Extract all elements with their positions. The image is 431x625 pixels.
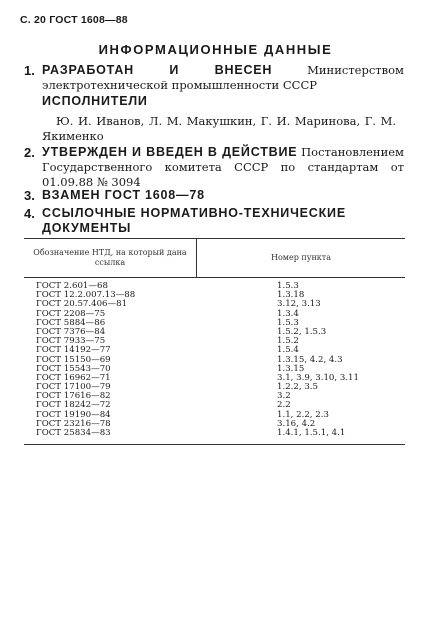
item-number-cell: 1.1, 2.2, 2.3 xyxy=(277,409,329,420)
document-cell: ГОСТ 19190—84 xyxy=(36,409,111,420)
item-number-cell: 3.12, 3.13 xyxy=(277,299,321,310)
section-number: 2. xyxy=(24,145,35,160)
document-cell: ГОСТ 2.601—68 xyxy=(36,281,108,291)
document-cell: ГОСТ 23216—78 xyxy=(36,418,111,429)
item-number-cell: 1.3.15 xyxy=(277,363,305,374)
document-cell: ГОСТ 7933—75 xyxy=(36,336,106,347)
item-number-cell: 1.3.4 xyxy=(277,308,299,319)
section-number: 4. xyxy=(24,206,35,221)
document-cell: ГОСТ 14192—77 xyxy=(36,345,111,356)
section-heading: ССЫЛОЧНЫЕ НОРМАТИВНО-ТЕХНИЧЕСКИЕ ДОКУМЕНТЫ xyxy=(42,206,346,235)
page-header: С. 20 ГОСТ 1608—88 xyxy=(20,14,128,26)
document-cell: ГОСТ 20.57.406—81 xyxy=(36,299,128,310)
document-cell: ГОСТ 15150—69 xyxy=(36,354,111,365)
section-heading: ВЗАМЕН ГОСТ 1608—78 xyxy=(42,188,205,202)
table-row xyxy=(24,429,405,438)
document-cell: ГОСТ 18242—72 xyxy=(36,400,111,411)
table-body xyxy=(24,278,405,444)
document-cell: ГОСТ 7376—84 xyxy=(36,326,106,337)
item-number-cell: 1.5.2 xyxy=(277,336,299,347)
section-heading: РАЗРАБОТАН И ВНЕСЕН xyxy=(42,63,273,77)
item-number-cell: 1.3.15, 4.2, 4.3 xyxy=(277,354,343,365)
section-number: 3. xyxy=(24,188,35,203)
document-title: ИНФОРМАЦИОННЫЕ ДАННЫЕ xyxy=(98,42,333,57)
item-number-cell: 1.2.2, 3.5 xyxy=(277,382,318,393)
section-heading: УТВЕРЖДЕН И ВВЕДЕН В ДЕЙСТВИЕ xyxy=(42,145,298,159)
document-cell: ГОСТ 5884—86 xyxy=(36,317,106,328)
item-number-cell: 1.5.4 xyxy=(277,345,299,356)
column-header-document: Обозначение НТД, на который дана ссылка xyxy=(24,239,197,277)
document-cell: ГОСТ 16962—71 xyxy=(36,372,111,383)
item-number-cell: 1.5.2, 1.5.3 xyxy=(277,326,327,337)
item-number-cell: 3.2 xyxy=(277,391,291,402)
document-cell: ГОСТ 17100—79 xyxy=(36,382,111,393)
document-cell: ГОСТ 17616—82 xyxy=(36,391,111,402)
section-4 xyxy=(24,206,404,236)
document-cell: ГОСТ 25834—83 xyxy=(36,428,111,438)
section-1 xyxy=(24,63,404,93)
item-number-cell: 3.16, 4.2 xyxy=(277,418,316,429)
item-number-cell: 3.1, 3.9, 3.10, 3.11 xyxy=(277,372,359,383)
column-header-item-number: Номер пункта xyxy=(271,253,331,262)
document-cell: ГОСТ 15543—70 xyxy=(36,363,111,374)
item-number-cell: 2.2 xyxy=(277,400,291,411)
executors-list: Ю. И. Иванов, Л. М. Макушкин, Г. И. Маринова, Г. М. Якименко xyxy=(42,114,396,143)
item-number-cell: 1.3.18 xyxy=(277,290,305,301)
section-text: Постановлением Государственного комитета СССР по стандартам от 01.09.88 № 3094 xyxy=(42,145,405,189)
section-2 xyxy=(24,145,404,190)
item-number-cell: 1.4.1, 1.5.1, 4.1 xyxy=(277,428,346,438)
item-number-cell: 1.5.3 xyxy=(277,281,299,291)
references-table xyxy=(24,238,405,445)
section-3 xyxy=(24,188,404,203)
document-cell: ГОСТ 12.2.007.13—88 xyxy=(36,290,136,301)
document-cell: ГОСТ 2208—75 xyxy=(36,308,106,319)
section-text: Министерством электротехнической промышленности СССР xyxy=(42,63,404,92)
item-number-cell: 1.5.3 xyxy=(277,317,299,328)
table-header xyxy=(24,239,405,278)
section-number: 1. xyxy=(24,63,35,78)
executors-heading: ИСПОЛНИТЕЛИ xyxy=(42,94,148,108)
